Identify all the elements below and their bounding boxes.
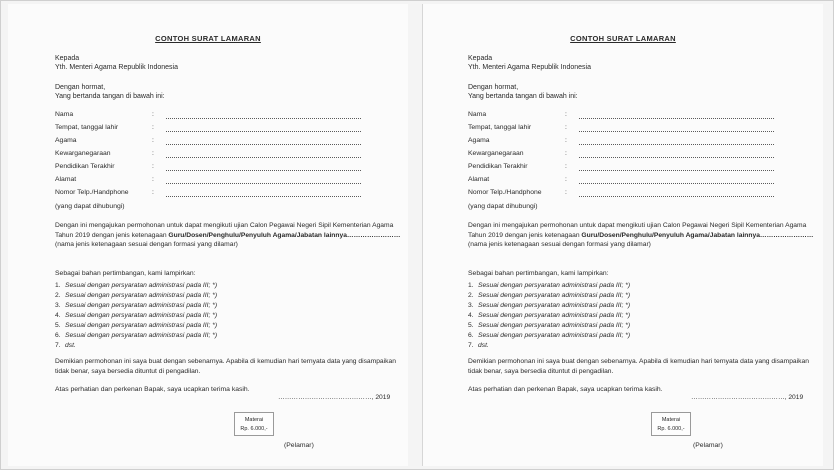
field-colon: : — [152, 124, 154, 131]
field-colon: : — [565, 189, 567, 196]
list-text: Sesuai dengan persyaratan administrasi pada III; *) — [478, 282, 631, 289]
list-text: Sesuai dengan persyaratan administrasi pada III; *) — [65, 302, 218, 309]
field-label-agama: Agama — [468, 137, 490, 144]
field-colon: : — [152, 163, 154, 170]
para-bold-text: Guru/Dosen/Penghulu/Penyuluh Agama/Jabatan lainnya…………………… — [581, 231, 814, 239]
list-num: 7. — [55, 342, 61, 349]
application-paragraph — [468, 221, 818, 250]
list-num: 3. — [55, 302, 61, 309]
intro-line: Yang bertanda tangan di bawah ini: — [468, 93, 578, 100]
closing-paragraph: Demikian permohonan ini saya buat dengan sebenarnya. Apabila di kemudian hari ternyata data yang disampaikan tidak benar, saya bersedia dituntut di pengadilan. — [468, 358, 809, 375]
field-colon: : — [152, 137, 154, 144]
field-colon: : — [152, 150, 154, 157]
field-blank-kewarganegaraan — [166, 151, 361, 158]
para-bold-text: Guru/Dosen/Penghulu/Penyuluh Agama/Jabatan lainnya…………………… — [168, 231, 401, 239]
field-colon: : — [565, 163, 567, 170]
stamp-label: Materai — [244, 417, 264, 423]
para-text: Dengan ini mengajukan permohonan untuk dapat mengikuti ujian Calon Pegawai Negeri Sipil Kementerian Agama Tahun 2019 dengan jenis ketenagaan — [468, 222, 807, 239]
field-label-ttl: Tempat, tanggal lahir — [55, 124, 119, 131]
list-text: Sesuai dengan persyaratan administrasi pada III; *) — [478, 332, 631, 339]
list-item — [468, 302, 630, 309]
list-item — [55, 322, 217, 329]
list-text: Sesuai dengan persyaratan administrasi pada III; *) — [478, 302, 631, 309]
field-colon: : — [565, 124, 567, 131]
field-label-pendidikan: Pendidikan Terakhir — [468, 163, 528, 170]
para-text: Dengan ini mengajukan permohonan untuk dapat mengikuti ujian Calon Pegawai Negeri Sipil Kementerian Agama Tahun 2019 dengan jenis ketenagaan — [55, 222, 394, 239]
field-label-nama: Nama — [55, 111, 74, 118]
list-text: Sesuai dengan persyaratan administrasi pada III; *) — [65, 312, 218, 319]
field-blank-agama — [579, 138, 774, 145]
field-blank-alamat — [166, 177, 361, 184]
list-item — [468, 332, 630, 339]
field-colon: : — [152, 189, 154, 196]
signature-label: (Pelamar) — [693, 442, 723, 449]
list-num: 1. — [468, 282, 474, 289]
list-num: 2. — [468, 292, 474, 299]
field-label-telp: Nomor Telp./Handphone — [55, 189, 129, 196]
field-label-alamat: Alamat — [468, 176, 490, 183]
list-text: Sesuai dengan persyaratan administrasi pada III; *) — [65, 292, 218, 299]
field-label-kewarganegaraan: Kewarganegaraan — [55, 150, 111, 157]
field-blank-nama — [579, 112, 774, 119]
field-label-alamat: Alamat — [55, 176, 77, 183]
field-blank-ttl — [579, 125, 774, 132]
field-label-telp: Nomor Telp./Handphone — [468, 189, 542, 196]
list-item — [468, 322, 630, 329]
para-text: (nama jenis ketenagaan sesuai dengan formasi yang dilamar) — [55, 241, 238, 248]
list-item — [468, 312, 630, 319]
field-blank-kewarganegaraan — [579, 151, 774, 158]
kepada-label: Kepada — [468, 55, 493, 62]
list-text: Sesuai dengan persyaratan administrasi pada III; *) — [65, 282, 218, 289]
thanks-line: Atas perhatian dan perkenan Bapak, saya ucapkan terima kasih. — [468, 386, 663, 393]
letter-title: CONTOH SURAT LAMARAN — [155, 34, 261, 43]
recipient: Yth. Menteri Agama Republik Indonesia — [55, 64, 178, 71]
field-label-kewarganegaraan: Kewarganegaraan — [468, 150, 524, 157]
list-num: 6. — [55, 332, 61, 339]
list-item — [468, 282, 630, 289]
field-colon: : — [565, 176, 567, 183]
field-colon: : — [565, 150, 567, 157]
list-num: 7. — [468, 342, 474, 349]
list-item — [55, 312, 217, 319]
stamp-label: Materai — [661, 417, 681, 423]
materai-stamp-box — [651, 412, 691, 436]
greeting: Dengan hormat, — [468, 84, 519, 91]
field-label-agama: Agama — [55, 137, 77, 144]
list-num: 5. — [468, 322, 474, 329]
list-item — [55, 342, 76, 349]
para-text: (nama jenis ketenagaan sesuai dengan formasi yang dilamar) — [468, 241, 651, 248]
list-item — [468, 292, 630, 299]
list-num: 6. — [468, 332, 474, 339]
list-num: 1. — [55, 282, 61, 289]
field-colon: : — [565, 111, 567, 118]
list-text: dst. — [478, 342, 489, 349]
list-item — [55, 282, 217, 289]
field-colon: : — [565, 137, 567, 144]
letter-title: CONTOH SURAT LAMARAN — [570, 34, 676, 43]
greeting: Dengan hormat, — [55, 84, 106, 91]
field-blank-pendidikan — [579, 164, 774, 171]
kepada-label: Kepada — [55, 55, 80, 62]
contact-note: (yang dapat dihubungi) — [55, 203, 125, 210]
intro-line: Yang bertanda tangan di bawah ini: — [55, 93, 165, 100]
list-num: 2. — [55, 292, 61, 299]
field-blank-telp — [579, 190, 774, 197]
materai-stamp-box — [234, 412, 274, 436]
signature-label: (Pelamar) — [284, 442, 314, 449]
letter-page-right — [422, 4, 823, 466]
list-text: Sesuai dengan persyaratan administrasi pada III; *) — [478, 322, 631, 329]
thanks-line: Atas perhatian dan perkenan Bapak, saya ucapkan terima kasih. — [55, 386, 250, 393]
attachments-intro: Sebagai bahan pertimbangan, kami lampirkan: — [55, 270, 196, 277]
field-label-pendidikan: Pendidikan Terakhir — [55, 163, 115, 170]
list-num: 5. — [55, 322, 61, 329]
stamp-value: Rp. 6.000,- — [657, 426, 685, 432]
field-colon: : — [152, 176, 154, 183]
list-item — [468, 342, 489, 349]
list-text: Sesuai dengan persyaratan administrasi pada III; *) — [65, 332, 218, 339]
list-item — [55, 332, 217, 339]
stamp-value: Rp. 6.000,- — [240, 426, 268, 432]
list-text: Sesuai dengan persyaratan administrasi pada III; *) — [65, 322, 218, 329]
field-blank-nama — [166, 112, 361, 119]
list-text: dst. — [65, 342, 76, 349]
letter-page-left — [8, 4, 408, 466]
field-blank-ttl — [166, 125, 361, 132]
date-line: ……………………………………, 2019 — [278, 394, 391, 401]
list-item — [55, 292, 217, 299]
attachments-intro: Sebagai bahan pertimbangan, kami lampirkan: — [468, 270, 609, 277]
date-line: ……………………………………, 2019 — [691, 394, 804, 401]
contact-note: (yang dapat dihubungi) — [468, 203, 538, 210]
field-colon: : — [152, 111, 154, 118]
field-blank-agama — [166, 138, 361, 145]
list-num: 4. — [55, 312, 61, 319]
recipient: Yth. Menteri Agama Republik Indonesia — [468, 64, 591, 71]
list-num: 4. — [468, 312, 474, 319]
field-label-nama: Nama — [468, 111, 487, 118]
list-item — [55, 302, 217, 309]
application-paragraph — [55, 221, 405, 250]
list-text: Sesuai dengan persyaratan administrasi pada III; *) — [478, 292, 631, 299]
list-num: 3. — [468, 302, 474, 309]
list-text: Sesuai dengan persyaratan administrasi pada III; *) — [478, 312, 631, 319]
field-blank-telp — [166, 190, 361, 197]
closing-paragraph: Demikian permohonan ini saya buat dengan sebenarnya. Apabila di kemudian hari ternyata data yang disampaikan tidak benar, saya bersedia dituntut di pengadilan. — [55, 358, 396, 375]
field-blank-pendidikan — [166, 164, 361, 171]
field-label-ttl: Tempat, tanggal lahir — [468, 124, 532, 131]
field-blank-alamat — [579, 177, 774, 184]
